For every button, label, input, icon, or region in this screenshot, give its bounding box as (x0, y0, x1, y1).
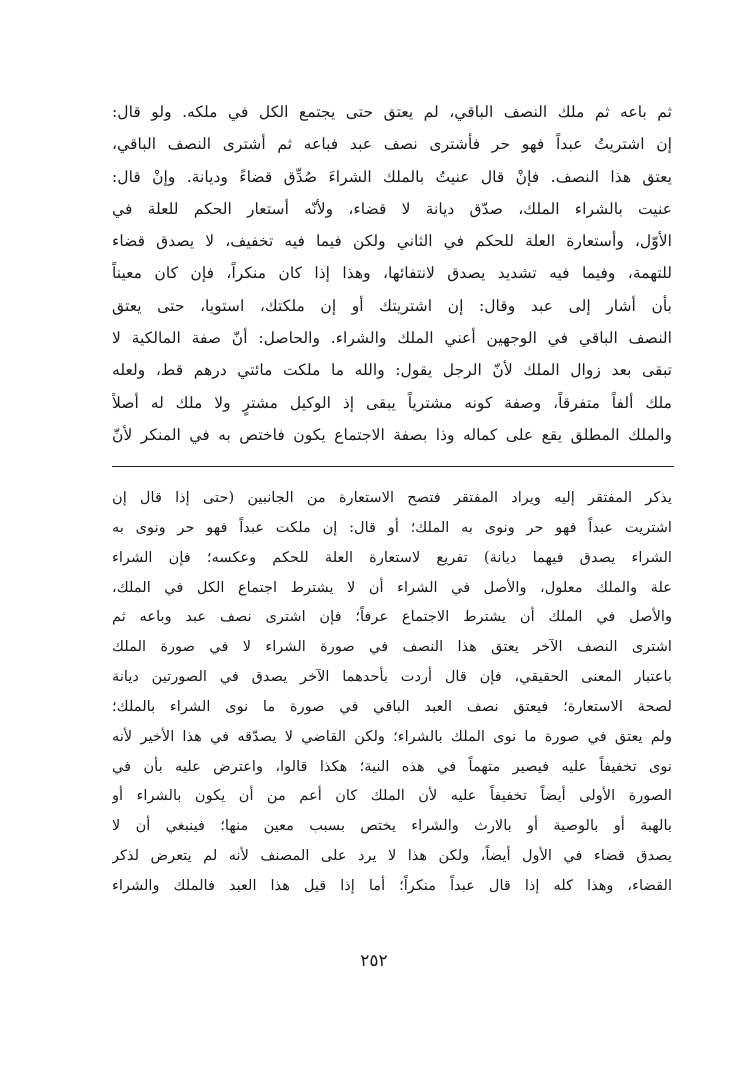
footnote-line: باعتبار المعنى الحقيقي، فإن قال أردت بأحدهما الآخر يصدق في الصورتين ديانة (112, 668, 672, 686)
main-text-line: عنيت بالشراء الملك، صدّق ديانة لا قضاء، ولأنّه أستعار الحكم للعلة في (112, 199, 672, 218)
footnote-line: لصحة الاستعارة؛ فيعتق نصف العبد الباقي في صورة ما نوى الشراء بالملك؛ (112, 697, 672, 715)
footnote-line: يذكر المفتقر إليه ويراد المفتقر فتصح الاستعارة من الجانبين (حتى إذا قال إن (112, 489, 672, 506)
main-text-line: يعتق هذا النصف. فإنْ قال عنيتُ بالملك الشراءَ صُدِّق قضاءً وديانة. وإنْ قال: (112, 167, 672, 186)
footnote-line: اشتريت عبداً فهو حر ونوى به الملك؛ أو قال: إن ملكت عبداً فهو حر ونوى به (112, 518, 672, 536)
main-text-line: ثم باعه ثم ملك النصف الباقي، لم يعتق حتى يجتمع الكل في ملكه. ولو قال: (112, 103, 672, 121)
main-text-line: تبقى بعد زوال الملك لأنّ الرجل يقول: والله ما ملكت مائتي درهم قط، ولعله (112, 361, 672, 380)
main-text (112, 96, 672, 451)
footnote-line: الشراء يصدق فيهما ديانة) تفريع لاستعارة العلة للحكم وعكسه؛ فإن الشراء (112, 548, 672, 566)
page-number: ٢٥٢ (360, 951, 388, 971)
main-text-line: إن اشتريتُ عبداً فهو حر فأشترى نصف عبد فباعه ثم أشترى النصف الباقي، (112, 135, 672, 154)
main-text-line: للتهمة، وفيما فيه تشديد يصدق لانتفائها، وهذا إذا كان منكراً، فإن كان معيناً (112, 264, 672, 283)
footnote-line: ولم يعتق في صورة ما نوى الملك بالشراء؛ ولكن القاضي لا يصدّقه في هذا الأخير لأنه (112, 727, 672, 745)
footnote-line: نوى تخفيفاً عليه فيصير متهماً في هذه النية؛ هكذا قالوا، واعترض عليه بأن في (112, 757, 672, 775)
footnote-line: الصورة الأولى أيضاً تخفيفاً عليه لأن الملك كان أعم من أن يكون بالشراء أو (112, 787, 672, 805)
footnote-divider (112, 466, 674, 467)
footnote-line: يصدق قضاء في الأول أيضاً، ولكن هذا لا يرد على المصنف لأنه لم يتعرض لذكر (112, 847, 672, 865)
footnote-line: القضاء، وهذا كله إذا قال عبداً منكراً؛ أما إذا قيل هذا العبد فالملك والشراء (112, 876, 672, 894)
main-text-line: ملك ألفاً متفرقاً، وصفة كونه مشترياً يبقى إذ الوكيل مشترٍ ولا ملك له أصلاً (112, 393, 672, 412)
footnote-line: والأصل في الملك أن يشترط الاجتماع عرفاً؛ فإن اشترى نصف عبد وباعه ثم (112, 608, 672, 626)
main-text-line: الأوّل، وأستعارة العلة للحكم في الثاني ولكن فيما فيه تخفيف، لا يصدق قضاء (112, 232, 672, 251)
footnote-line: علة والملك معلول، والأصل في الشراء أن لا يشترط اجتماع الكل في الملك، (112, 578, 672, 596)
footnote-line: اشترى النصف الآخر يعتق هذا النصف في صورة الشراء لا في صورة الملك (112, 638, 672, 656)
main-text-line: بأن أشار إلى عبد وقال: إن اشتريتك أو إن ملكتك، استويا، حتى يعتق (112, 296, 672, 315)
footnote-line: بالهبة أو بالوصية أو بالارث والشراء يختص بسبب معين منها؛ فينبغي أن لا (112, 817, 672, 835)
footnote-text (112, 483, 672, 901)
main-text-line: النصف الباقي في الوجهين أعني الملك والشراء. والحاصل: أنّ صفة المالكية لا (112, 329, 672, 348)
main-text-line: والملك المطلق يقع على كماله وذا بصفة الاجتماع يكون فاختص به في المنكر لأنّ (112, 425, 672, 444)
